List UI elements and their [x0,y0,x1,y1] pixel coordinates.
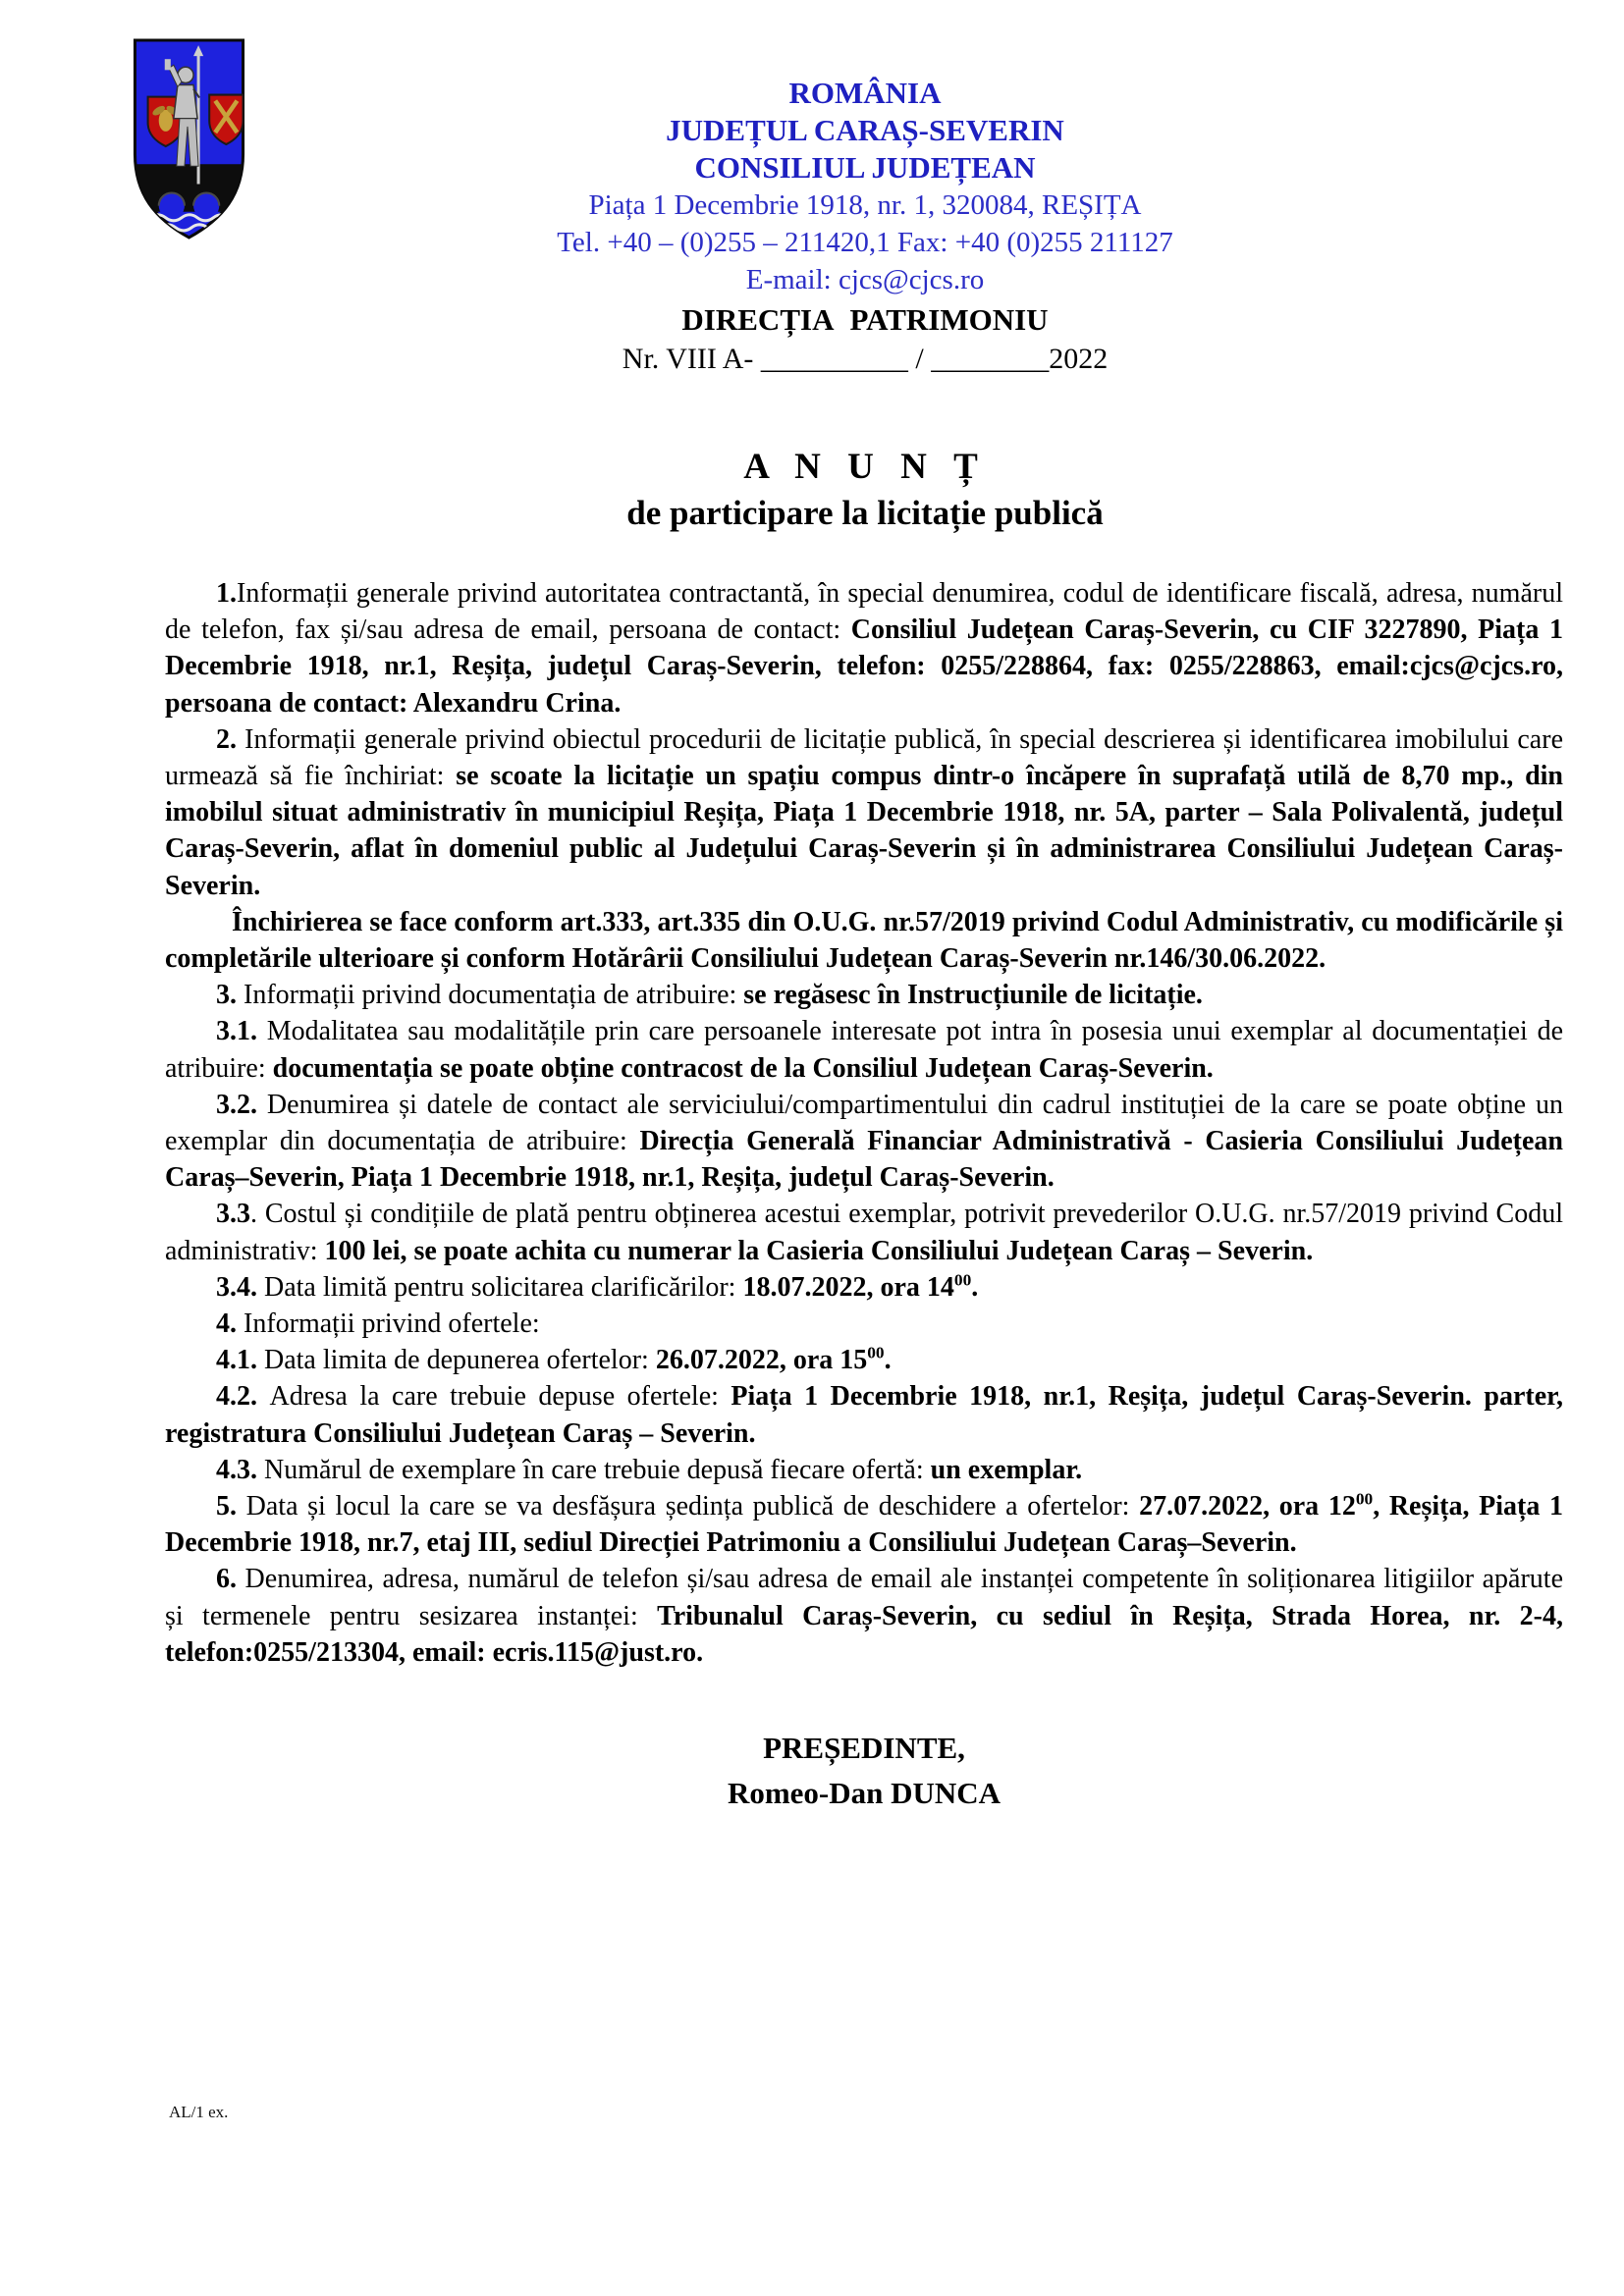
para-1-autoritate-contractanta [165,575,1563,721]
para-3-4-data-clarificari [165,1269,1563,1306]
text-run: Direcția Generală Financiar Administrativă - Casieria Consiliului Județean Caraș–Severin, Piața 1 Decembrie 1918, nr.1, Reșița, județul Caraș-Severin. [165,1126,1563,1194]
para-2-obiect-licitatie [165,721,1563,904]
text-run: Informații generale privind obiectul procedurii de licitație publică, în special descrierea și identificarea imobilului care urmează să fie închiriat: [165,723,1563,792]
signature-block [165,1726,1563,1816]
text-run: Informații generale privind autoritatea contractantă, în special denumirea, codul de identificare fiscală, adresa, numărul de telefon, fax și/sau adresa de email, persoana de contact: [165,578,1563,646]
text-run: se scoate la licitație un spațiu compus dintr-o încăpere în suprafață utilă de 8,70 mp., din imobilul situat administrativ în municipiul Reșița, Piața 1 Decembrie 1918, nr. 5A, parter – Sala Polivalentă, județul Caraș-Severin, aflat în domeniul public al Județului Caraș-Severin și în administrarea Consiliului Județean Caraș-Severin. [165,761,1564,901]
text-run: 3.4. [216,1271,264,1303]
country-name: ROMÂNIA [788,76,942,110]
para-3-2-serviciu [165,1087,1563,1197]
paragraph-list [165,575,1563,1671]
text-run: Consiliul Județean Caraș-Severin, cu CIF 3227890, Piața 1 Decembrie 1918, nr.1, Reșița, județul Caraș-Severin, telefon: 0255/228864, fax: 0255/228863, email:cjcs@cjcs.ro, persoana de contact: Alexandru Crina. [165,614,1563,719]
text-run: Informații privind ofertele: [244,1308,540,1340]
text-run: Denumirea și datele de contact ale serviciului/compartimentului din cadrul instituției de la care se poate obține un exemplar din documentația de atribuire: [165,1089,1564,1157]
text-run: . Costul și condițiile de plată pentru obținerea acestui exemplar, potrivit prevederilor O.U.G. nr.57/2019 privind Codul administrativ: [165,1199,1563,1266]
text-run: 1. [216,578,237,609]
para-4-3-numar-exemplare [165,1452,1563,1488]
text-run: 4.3. [216,1454,264,1485]
text-run: Data limită pentru solicitarea clarificărilor: [264,1271,743,1303]
text-run: Informații privind documentația de atribuire: [244,980,744,1011]
text-run: 26.07.2022, ora 15 [655,1345,868,1376]
text-run: 27.07.2022, ora 12 [1139,1491,1356,1522]
text-run: 4.1. [216,1345,264,1376]
address-line: Piața 1 Decembrie 1918, nr. 1, 320084, REȘIȚA [588,189,1142,221]
text-run: 3.1. [216,1016,267,1047]
text-run: Piața 1 Decembrie 1918, nr.1, Reșița, județul Caraș-Severin. parter, registratura Consiliului Județean Caraș – Severin. [165,1381,1564,1449]
text-run: . [884,1345,892,1376]
text-run: un exemplar. [930,1454,1083,1485]
para-3-3-cost [165,1196,1563,1268]
registration-number-line: Nr. VIII A- __________ / ________2022 [622,343,1109,375]
text-run: Tribunalul Caraș-Severin, cu sediul în Reșița, Strada Horea, nr. 2-4, telefon:0255/213304, email: ecris.115@just.ro. [165,1600,1563,1668]
para-5-sedinta-deschidere [165,1488,1563,1561]
text-run: Numărul de exemplare în care trebuie depusă fiecare ofertă: [264,1454,931,1485]
text-run: Data limita de depunerea ofertelor: [264,1345,656,1376]
text-run: 00 [1355,1489,1374,1509]
text-run: documentația se poate obține contracost de la Consiliul Județean Caraș-Severin. [272,1052,1214,1084]
para-3-documentatie [165,977,1563,1013]
email-line: E-mail: cjcs@cjcs.ro [745,264,985,295]
para-4-oferte [165,1306,1563,1342]
text-run: 5. [216,1491,246,1522]
text-run: 6. [216,1564,245,1595]
text-run: . [971,1271,979,1303]
phone-fax-line: Tel. +40 – (0)255 – 211420,1 Fax: +40 (0)255 211127 [557,227,1173,258]
signer-role: PREȘEDINTE, [763,1731,965,1766]
text-run: 00 [867,1343,885,1362]
council-name: CONSILIUL JUDEȚEAN [694,150,1036,185]
county-name: JUDEȚUL CARAȘ-SEVERIN [666,113,1064,147]
text-run: 4.2. [216,1381,270,1413]
text-run: Închirierea se face conform art.333, art.335 din O.U.G. nr.57/2019 privind Codul Administrativ, cu modificările și completările ulterioare și conform Hotărârii Consiliului Județean Caraș-Severin nr.146/30.06.2022. [165,906,1563,975]
document-title: A N U N Ț [743,447,987,487]
text-run: 100 lei, se poate achita cu numerar la Casieria Consiliului Județean Caraș – Severin. [324,1235,1314,1266]
text-run: 2. [216,723,245,755]
document-subtitle: de participare la licitație publică [626,494,1104,532]
text-run: 3.2. [216,1089,267,1120]
footer-note: AL/1 ex. [169,2103,229,2121]
document-body [165,575,1563,1816]
text-run: Denumirea, adresa, numărul de telefon și/sau adresa de email ale instanței competente în soliționarea litigiilor apărute și termenele pentru sesizarea instanței: [165,1564,1564,1631]
text-run: , Reșița, Piața 1 Decembrie 1918, nr.7, etaj III, sediul Direcției Patrimoniu a Consiliului Județean Caraș–Severin. [165,1491,1564,1559]
text-run: 18.07.2022, ora 14 [742,1271,954,1303]
para-4-2-adresa-depunere [165,1378,1563,1451]
signer-name: Romeo-Dan DUNCA [727,1776,1001,1811]
text-run: Adresa la care trebuie depuse ofertele: [269,1381,731,1413]
text-run: 4. [216,1308,244,1340]
para-4-1-data-depunere [165,1342,1563,1378]
text-run: se regăsesc în Instrucțiunile de licitație. [743,980,1203,1011]
text-run: Data și locul la care se va desfășura ședința publică de deschidere a ofertelor: [245,1491,1140,1522]
text-run: 00 [953,1270,972,1290]
para-3-1-modalitate [165,1013,1563,1086]
letterhead [167,75,1563,379]
para-temei-legal [165,904,1563,977]
department-name: DIRECȚIA PATRIMONIU [681,302,1049,337]
para-6-instanta [165,1561,1563,1671]
text-run: Modalitatea sau modalitățile prin care persoanele interesate pot intra în posesia unui exemplar al documentației de atribuire: [165,1016,1564,1084]
text-run: 3. [216,980,244,1011]
title-block [167,444,1563,536]
text-run: 3.3 [216,1199,250,1230]
